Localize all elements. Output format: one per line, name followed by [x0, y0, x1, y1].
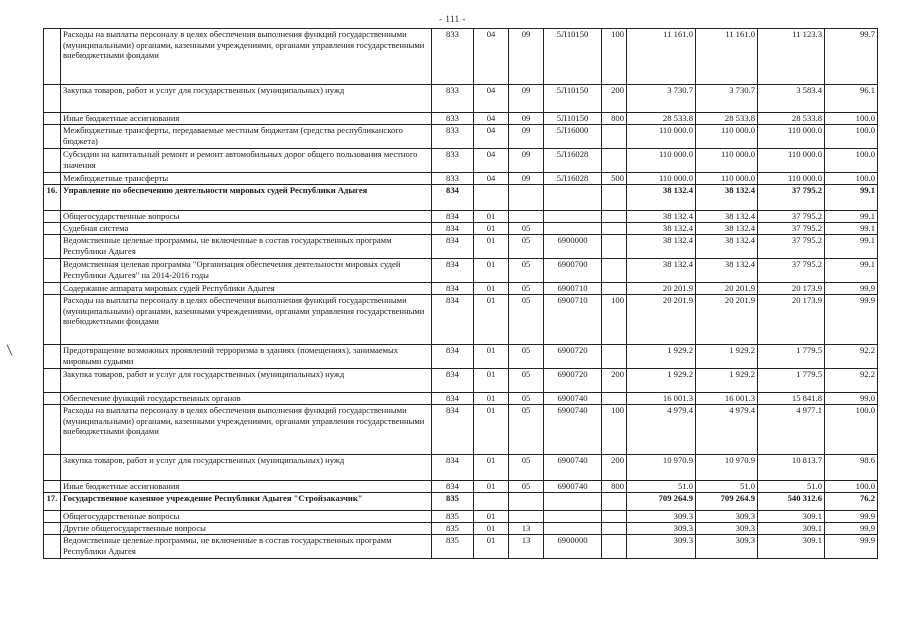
budget-table-body [44, 29, 878, 559]
cell-execution-percent: 99.9 [825, 523, 878, 535]
cell-department-code: 835 [432, 523, 474, 535]
table-row [44, 493, 878, 511]
cell-executed-amount: 37 795.2 [758, 185, 825, 211]
cell-subsection: 05 [509, 235, 544, 259]
cell-executed-amount: 309.1 [758, 535, 825, 559]
cell-approved-amount: 10 970.9 [627, 455, 696, 481]
table-row [44, 85, 878, 113]
cell-execution-percent: 100.0 [825, 125, 878, 149]
cell-target-article: 6900740 [544, 455, 602, 481]
cell-name: Содержание аппарата мировых судей Республики Адыгея [61, 283, 432, 295]
cell-approved-amount: 38 132.4 [627, 211, 696, 223]
cell-number [44, 211, 61, 223]
cell-executed-amount: 3 583.4 [758, 85, 825, 113]
cell-target-article: 5Л16028 [544, 173, 602, 185]
cell-department-code: 835 [432, 511, 474, 523]
page-number: - 111 - [439, 14, 466, 24]
cell-revised-amount: 110 000.0 [696, 173, 758, 185]
cell-number [44, 113, 61, 125]
cell-target-article: 6900740 [544, 393, 602, 405]
cell-execution-percent: 92.2 [825, 345, 878, 369]
cell-section: 01 [474, 295, 509, 345]
cell-section: 01 [474, 345, 509, 369]
table-row [44, 455, 878, 481]
cell-name: Расходы на выплаты персоналу в целях обеспечения выполнения функций государственными (муниципальными) органами, казенными учреждениями, органами управления государственными внебюджетными фондами [61, 405, 432, 455]
cell-revised-amount: 28 533.8 [696, 113, 758, 125]
cell-approved-amount: 20 201.9 [627, 295, 696, 345]
cell-name: Межбюджетные трансферты [61, 173, 432, 185]
cell-expense-type: 100 [602, 29, 627, 85]
cell-revised-amount: 10 970.9 [696, 455, 758, 481]
cell-revised-amount: 110 000.0 [696, 125, 758, 149]
cell-subsection: 05 [509, 393, 544, 405]
cell-subsection: 05 [509, 283, 544, 295]
cell-target-article: 6900740 [544, 405, 602, 455]
cell-subsection: 09 [509, 113, 544, 125]
cell-department-code: 834 [432, 345, 474, 369]
cell-section: 01 [474, 259, 509, 283]
cell-revised-amount: 110 000.0 [696, 149, 758, 173]
table-row [44, 211, 878, 223]
table-row [44, 481, 878, 493]
cell-section: 01 [474, 211, 509, 223]
table-row [44, 535, 878, 559]
cell-name: Судебная система [61, 223, 432, 235]
cell-target-article: 5Л16000 [544, 125, 602, 149]
cell-execution-percent: 92.2 [825, 369, 878, 393]
cell-target-article: 5Л10150 [544, 29, 602, 85]
cell-name: Ведомственные целевые программы, не включенные в состав государственных программ Республики Адыгея [61, 235, 432, 259]
cell-expense-type [602, 211, 627, 223]
cell-subsection: 09 [509, 29, 544, 85]
cell-section: 01 [474, 283, 509, 295]
cell-section [474, 185, 509, 211]
cell-approved-amount: 38 132.4 [627, 185, 696, 211]
cell-approved-amount: 110 000.0 [627, 173, 696, 185]
cell-name: Обеспечение функций государственных органов [61, 393, 432, 405]
cell-department-code: 834 [432, 393, 474, 405]
cell-execution-percent: 99.1 [825, 185, 878, 211]
cell-subsection: 05 [509, 259, 544, 283]
cell-expense-type [602, 535, 627, 559]
cell-name: Межбюджетные трансферты, передаваемые местным бюджетам (средства республиканского бюджета) [61, 125, 432, 149]
table-row [44, 173, 878, 185]
cell-number [44, 369, 61, 393]
cell-number [44, 149, 61, 173]
cell-target-article [544, 211, 602, 223]
cell-department-code: 834 [432, 455, 474, 481]
cell-target-article: 6900700 [544, 259, 602, 283]
cell-approved-amount: 20 201.9 [627, 283, 696, 295]
cell-department-code: 833 [432, 173, 474, 185]
cell-department-code: 834 [432, 235, 474, 259]
cell-target-article [544, 523, 602, 535]
cell-subsection: 13 [509, 523, 544, 535]
cell-executed-amount: 309.1 [758, 523, 825, 535]
cell-approved-amount: 1 929.2 [627, 345, 696, 369]
cell-target-article: 6900000 [544, 235, 602, 259]
cell-revised-amount: 38 132.4 [696, 185, 758, 211]
cell-executed-amount: 11 123.3 [758, 29, 825, 85]
table-row [44, 29, 878, 85]
cell-name: Расходы на выплаты персоналу в целях обеспечения выполнения функций государственными (муниципальными) органами, казенными учреждениями, органами управления государственными внебюджетными фондами [61, 295, 432, 345]
cell-number [44, 455, 61, 481]
table-row [44, 511, 878, 523]
cell-approved-amount: 11 161.0 [627, 29, 696, 85]
cell-approved-amount: 4 979.4 [627, 405, 696, 455]
cell-executed-amount: 309.1 [758, 511, 825, 523]
cell-revised-amount: 16 001.3 [696, 393, 758, 405]
cell-executed-amount: 15 841.8 [758, 393, 825, 405]
cell-target-article [544, 493, 602, 511]
cell-subsection: 05 [509, 455, 544, 481]
cell-execution-percent: 76.2 [825, 493, 878, 511]
table-row [44, 369, 878, 393]
cell-revised-amount: 38 132.4 [696, 223, 758, 235]
cell-executed-amount: 110 000.0 [758, 173, 825, 185]
cell-approved-amount: 110 000.0 [627, 149, 696, 173]
cell-expense-type [602, 523, 627, 535]
cell-expense-type [602, 345, 627, 369]
cell-subsection: 09 [509, 125, 544, 149]
cell-department-code: 834 [432, 405, 474, 455]
cell-section [474, 493, 509, 511]
cell-revised-amount: 20 201.9 [696, 295, 758, 345]
cell-name: Иные бюджетные ассигнования [61, 113, 432, 125]
cell-target-article: 5Л10150 [544, 85, 602, 113]
cell-number [44, 535, 61, 559]
cell-number [44, 85, 61, 113]
cell-revised-amount: 1 929.2 [696, 369, 758, 393]
cell-expense-type: 100 [602, 295, 627, 345]
cell-executed-amount: 110 000.0 [758, 149, 825, 173]
cell-number [44, 405, 61, 455]
cell-expense-type [602, 511, 627, 523]
cell-department-code: 834 [432, 259, 474, 283]
budget-table [43, 28, 878, 559]
cell-approved-amount: 110 000.0 [627, 125, 696, 149]
cell-revised-amount: 38 132.4 [696, 235, 758, 259]
cell-target-article: 6900740 [544, 481, 602, 493]
cell-execution-percent: 98.6 [825, 455, 878, 481]
cell-execution-percent: 99.7 [825, 29, 878, 85]
cell-execution-percent: 100.0 [825, 405, 878, 455]
cell-subsection: 09 [509, 149, 544, 173]
cell-expense-type [602, 235, 627, 259]
cell-execution-percent: 99.0 [825, 393, 878, 405]
cell-subsection [509, 185, 544, 211]
cell-name: Управление по обеспечению деятельности мировых судей Республики Адыгея [61, 185, 432, 211]
cell-number [44, 393, 61, 405]
cell-subsection: 05 [509, 295, 544, 345]
cell-section: 01 [474, 481, 509, 493]
cell-executed-amount: 37 795.2 [758, 211, 825, 223]
cell-department-code: 833 [432, 125, 474, 149]
cell-name: Общегосударственные вопросы [61, 211, 432, 223]
table-row [44, 259, 878, 283]
cell-number [44, 511, 61, 523]
cell-approved-amount: 309.3 [627, 511, 696, 523]
table-row [44, 393, 878, 405]
cell-section: 01 [474, 393, 509, 405]
cell-number [44, 295, 61, 345]
cell-department-code: 835 [432, 493, 474, 511]
cell-number [44, 345, 61, 369]
cell-section: 04 [474, 29, 509, 85]
cell-section: 01 [474, 223, 509, 235]
cell-number [44, 223, 61, 235]
cell-section: 04 [474, 173, 509, 185]
cell-target-article: 6900720 [544, 345, 602, 369]
cell-executed-amount: 4 977.1 [758, 405, 825, 455]
cell-section: 04 [474, 125, 509, 149]
cell-name: Предотвращение возможных проявлений терроризма в зданиях (помещениях), занимаемых мировыми судьями [61, 345, 432, 369]
cell-executed-amount: 1 779.5 [758, 345, 825, 369]
cell-approved-amount: 38 132.4 [627, 235, 696, 259]
cell-target-article [544, 511, 602, 523]
cell-target-article: 5Л10150 [544, 113, 602, 125]
cell-expense-type: 100 [602, 405, 627, 455]
cell-execution-percent: 99.1 [825, 259, 878, 283]
cell-target-article: 6900710 [544, 283, 602, 295]
cell-section: 01 [474, 369, 509, 393]
cell-department-code: 833 [432, 85, 474, 113]
cell-executed-amount: 110 000.0 [758, 125, 825, 149]
table-row [44, 405, 878, 455]
cell-number [44, 125, 61, 149]
cell-revised-amount: 3 730.7 [696, 85, 758, 113]
cell-subsection: 13 [509, 535, 544, 559]
cell-revised-amount: 38 132.4 [696, 211, 758, 223]
cell-revised-amount: 309.3 [696, 523, 758, 535]
cell-target-article: 5Л16028 [544, 149, 602, 173]
table-row [44, 295, 878, 345]
table-row [44, 113, 878, 125]
cell-approved-amount: 1 929.2 [627, 369, 696, 393]
cell-expense-type: 500 [602, 173, 627, 185]
cell-execution-percent: 99.9 [825, 535, 878, 559]
cell-number: 16. [44, 185, 61, 211]
cell-executed-amount: 10 813.7 [758, 455, 825, 481]
cell-execution-percent: 96.1 [825, 85, 878, 113]
cell-section: 04 [474, 149, 509, 173]
cell-approved-amount: 309.3 [627, 535, 696, 559]
cell-expense-type: 200 [602, 455, 627, 481]
table-row [44, 345, 878, 369]
cell-name: Расходы на выплаты персоналу в целях обеспечения выполнения функций государственными (муниципальными) органами, казенными учреждениями, органами управления государственными внебюджетными фондами [61, 29, 432, 85]
cell-number [44, 235, 61, 259]
cell-number [44, 481, 61, 493]
cell-revised-amount: 309.3 [696, 511, 758, 523]
cell-number: 17. [44, 493, 61, 511]
cell-department-code: 834 [432, 481, 474, 493]
table-row [44, 235, 878, 259]
cell-executed-amount: 37 795.2 [758, 223, 825, 235]
cell-execution-percent: 99.1 [825, 223, 878, 235]
cell-target-article [544, 185, 602, 211]
cell-executed-amount: 37 795.2 [758, 235, 825, 259]
cell-target-article: 6900000 [544, 535, 602, 559]
cell-department-code: 834 [432, 295, 474, 345]
cell-expense-type [602, 393, 627, 405]
cell-approved-amount: 51.0 [627, 481, 696, 493]
cell-execution-percent: 100.0 [825, 481, 878, 493]
cell-name: Иные бюджетные ассигнования [61, 481, 432, 493]
cell-revised-amount: 20 201.9 [696, 283, 758, 295]
cell-number [44, 259, 61, 283]
cell-name: Закупка товаров, работ и услуг для государственных (муниципальных) нужд [61, 369, 432, 393]
table-row [44, 185, 878, 211]
cell-name: Общегосударственные вопросы [61, 511, 432, 523]
cell-section: 01 [474, 405, 509, 455]
table-row [44, 125, 878, 149]
cell-execution-percent: 100.0 [825, 113, 878, 125]
cell-section: 01 [474, 523, 509, 535]
table-row [44, 149, 878, 173]
cell-subsection: 05 [509, 405, 544, 455]
table-row [44, 223, 878, 235]
cell-execution-percent: 99.1 [825, 235, 878, 259]
cell-subsection [509, 211, 544, 223]
cell-execution-percent: 99.1 [825, 211, 878, 223]
cell-expense-type: 800 [602, 481, 627, 493]
cell-subsection: 05 [509, 369, 544, 393]
cell-revised-amount: 4 979.4 [696, 405, 758, 455]
cell-target-article [544, 223, 602, 235]
cell-section: 01 [474, 535, 509, 559]
table-row [44, 283, 878, 295]
cell-expense-type [602, 259, 627, 283]
cell-executed-amount: 20 173.9 [758, 283, 825, 295]
cell-execution-percent: 99.9 [825, 511, 878, 523]
cell-target-article: 6900720 [544, 369, 602, 393]
cell-expense-type [602, 493, 627, 511]
cell-expense-type [602, 125, 627, 149]
cell-executed-amount: 37 795.2 [758, 259, 825, 283]
cell-section: 01 [474, 511, 509, 523]
cell-execution-percent: 100.0 [825, 173, 878, 185]
cell-number [44, 29, 61, 85]
cell-name: Закупка товаров, работ и услуг для государственных (муниципальных) нужд [61, 455, 432, 481]
cell-department-code: 834 [432, 185, 474, 211]
cell-target-article: 6900710 [544, 295, 602, 345]
cell-subsection: 05 [509, 481, 544, 493]
cell-name: Закупка товаров, работ и услуг для государственных (муниципальных) нужд [61, 85, 432, 113]
cell-expense-type: 200 [602, 369, 627, 393]
cell-number [44, 283, 61, 295]
margin-mark [7, 344, 13, 355]
cell-name: Ведомственная целевая программа "Организация обеспечения деятельности мировых судей Республики Адыгея" на 2014-2016 годы [61, 259, 432, 283]
cell-execution-percent: 99.9 [825, 295, 878, 345]
cell-section: 01 [474, 235, 509, 259]
cell-name: Ведомственные целевые программы, не включенные в состав государственных программ Республики Адыгея [61, 535, 432, 559]
cell-subsection: 05 [509, 223, 544, 235]
cell-approved-amount: 28 533.8 [627, 113, 696, 125]
cell-revised-amount: 51.0 [696, 481, 758, 493]
cell-department-code: 834 [432, 223, 474, 235]
cell-department-code: 833 [432, 149, 474, 173]
cell-approved-amount: 38 132.4 [627, 223, 696, 235]
cell-revised-amount: 709 264.9 [696, 493, 758, 511]
cell-department-code: 833 [432, 113, 474, 125]
cell-expense-type [602, 223, 627, 235]
cell-approved-amount: 709 264.9 [627, 493, 696, 511]
cell-department-code: 834 [432, 369, 474, 393]
cell-subsection: 09 [509, 85, 544, 113]
cell-revised-amount: 309.3 [696, 535, 758, 559]
cell-approved-amount: 309.3 [627, 523, 696, 535]
cell-revised-amount: 11 161.0 [696, 29, 758, 85]
cell-department-code: 835 [432, 535, 474, 559]
cell-department-code: 833 [432, 29, 474, 85]
cell-name: Субсидии на капитальный ремонт и ремонт автомобильных дорог общего пользования местного значения [61, 149, 432, 173]
cell-section: 04 [474, 113, 509, 125]
cell-revised-amount: 1 929.2 [696, 345, 758, 369]
cell-execution-percent: 100.0 [825, 149, 878, 173]
cell-section: 01 [474, 455, 509, 481]
cell-expense-type [602, 185, 627, 211]
cell-executed-amount: 20 173.9 [758, 295, 825, 345]
cell-executed-amount: 28 533.8 [758, 113, 825, 125]
cell-expense-type [602, 149, 627, 173]
cell-department-code: 834 [432, 283, 474, 295]
cell-department-code: 834 [432, 211, 474, 223]
cell-executed-amount: 1 779.5 [758, 369, 825, 393]
cell-subsection [509, 511, 544, 523]
cell-subsection [509, 493, 544, 511]
cell-executed-amount: 51.0 [758, 481, 825, 493]
cell-section: 04 [474, 85, 509, 113]
cell-number [44, 523, 61, 535]
cell-approved-amount: 3 730.7 [627, 85, 696, 113]
cell-approved-amount: 38 132.4 [627, 259, 696, 283]
cell-expense-type: 200 [602, 85, 627, 113]
cell-execution-percent: 99.9 [825, 283, 878, 295]
cell-revised-amount: 38 132.4 [696, 259, 758, 283]
cell-number [44, 173, 61, 185]
cell-subsection: 05 [509, 345, 544, 369]
cell-executed-amount: 540 312.6 [758, 493, 825, 511]
cell-expense-type [602, 283, 627, 295]
cell-subsection: 09 [509, 173, 544, 185]
cell-name: Государственное казенное учреждение Республики Адыгея "Стройзаказчик" [61, 493, 432, 511]
cell-name: Другие общегосударственные вопросы [61, 523, 432, 535]
cell-expense-type: 800 [602, 113, 627, 125]
cell-approved-amount: 16 001.3 [627, 393, 696, 405]
table-row [44, 523, 878, 535]
